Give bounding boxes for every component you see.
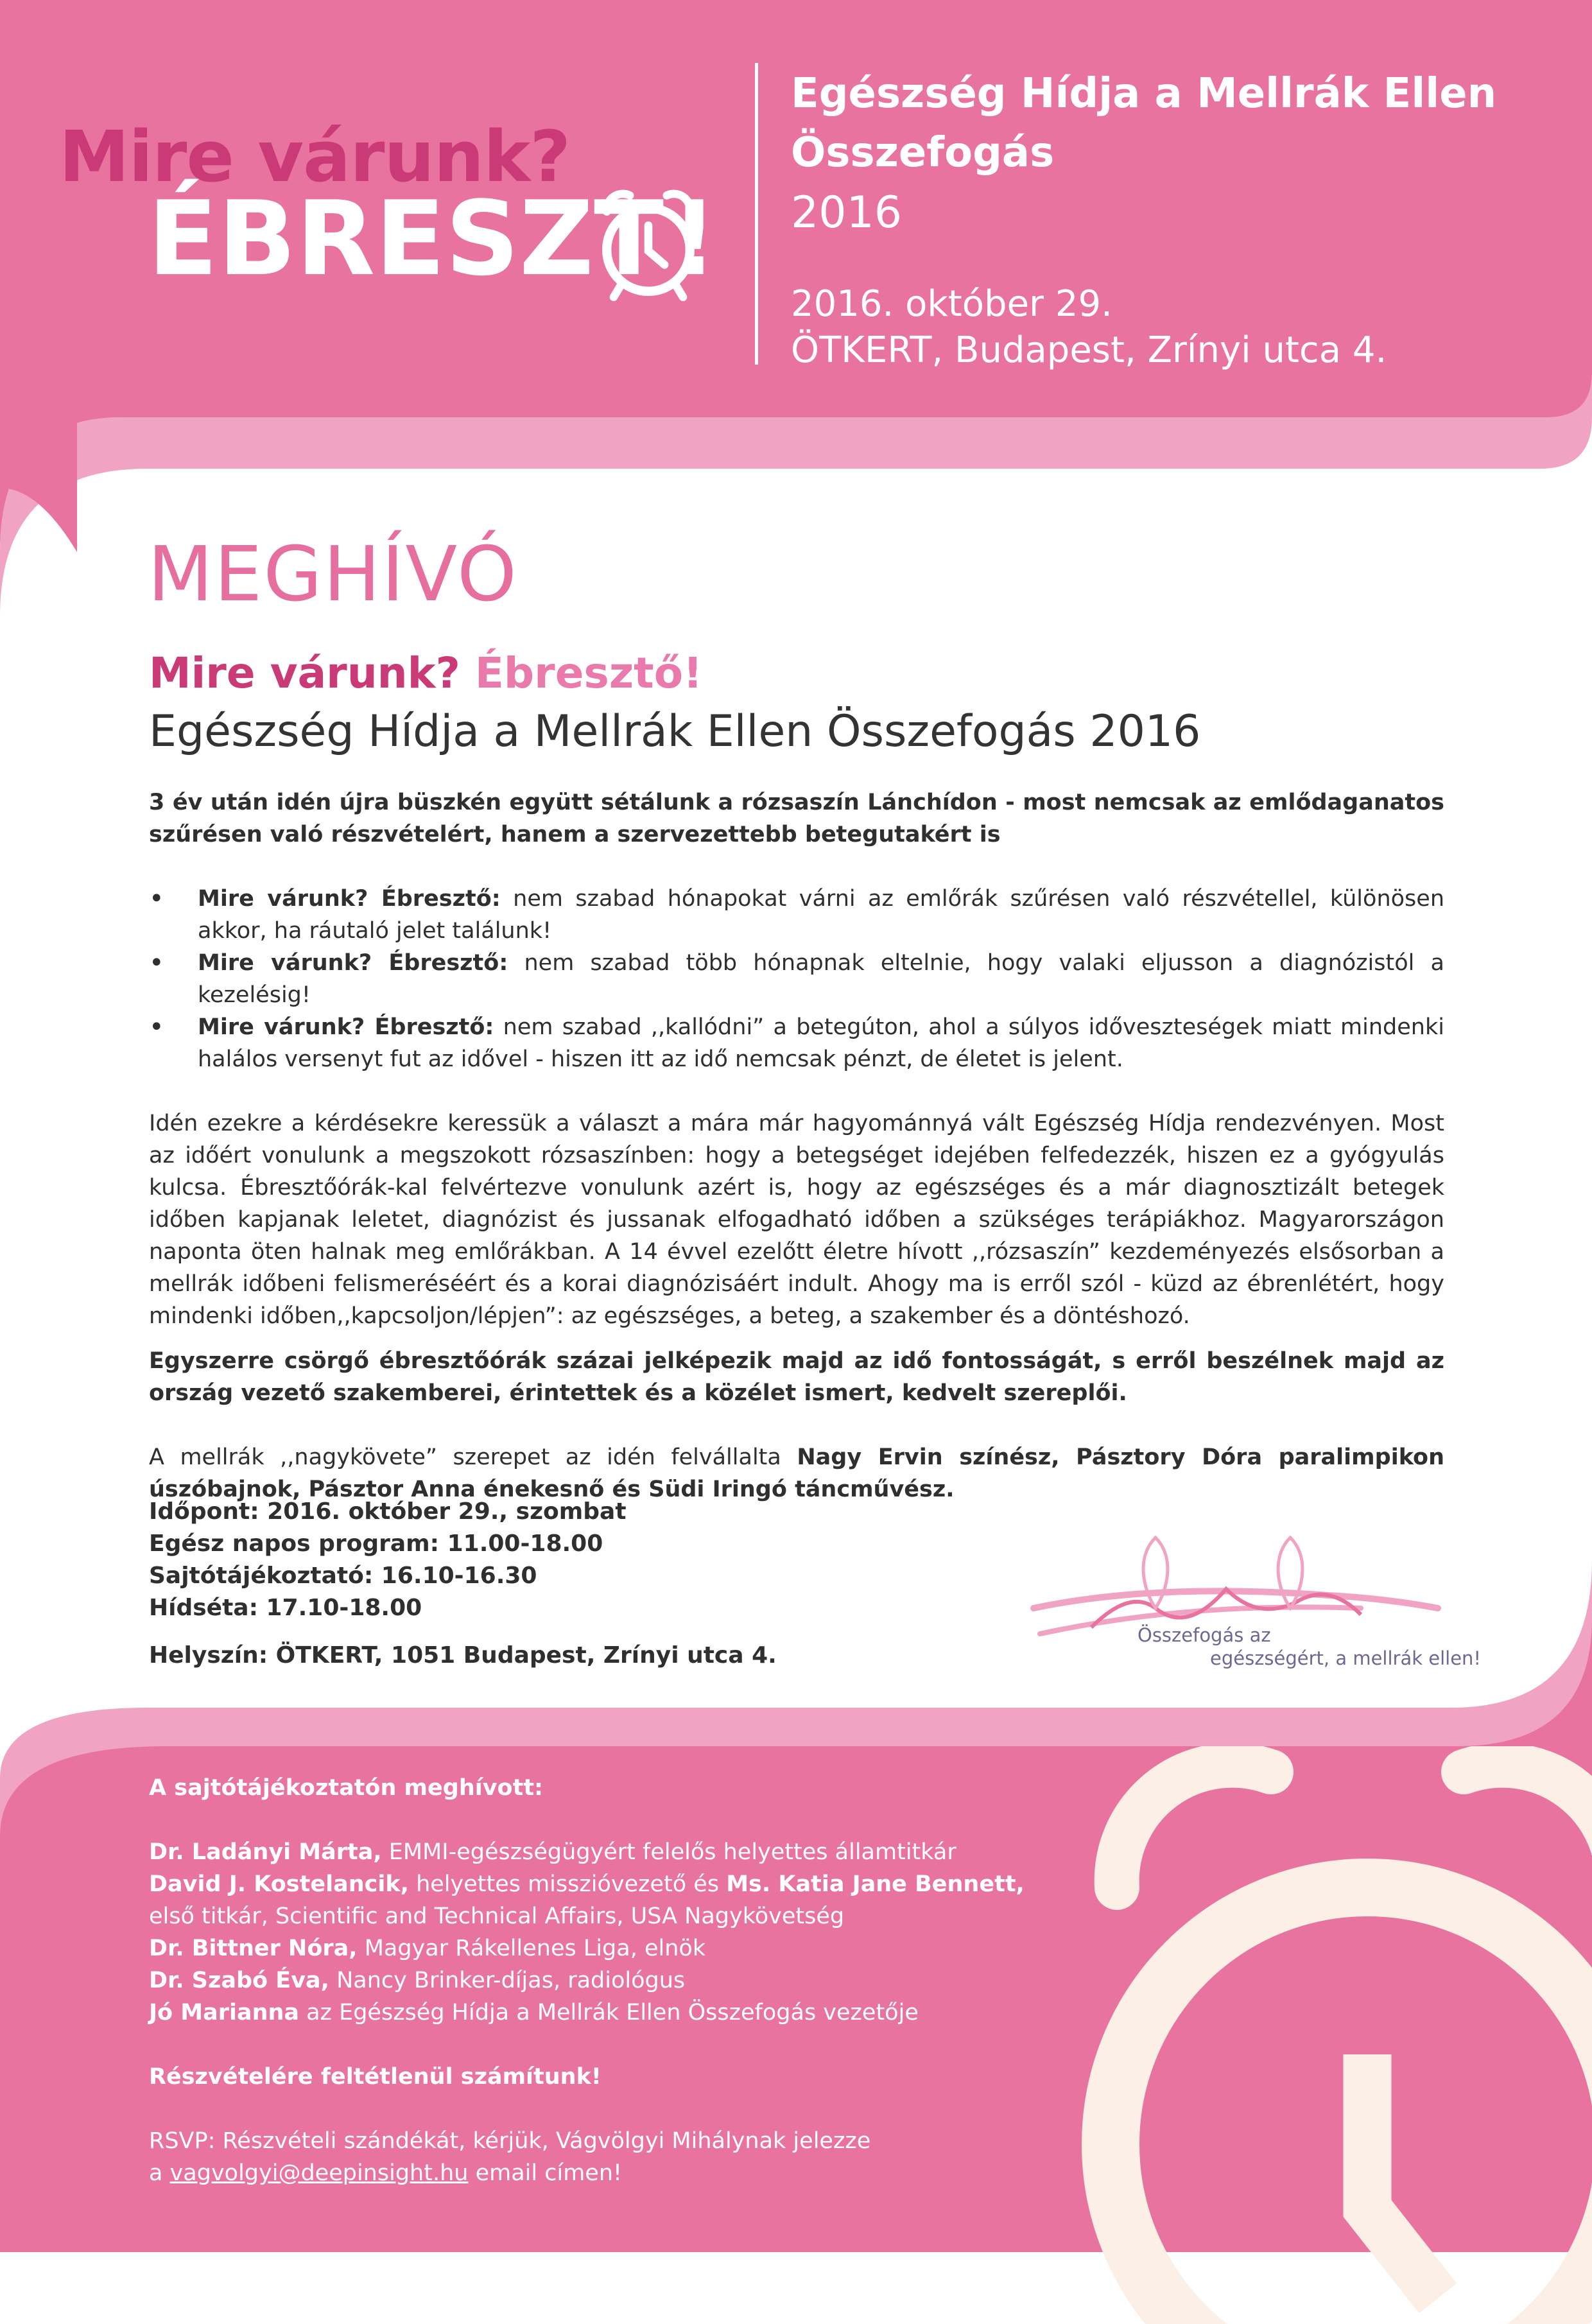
- rsvp-suffix: email címen!: [468, 2160, 623, 2186]
- header-title-exclamation: !: [671, 178, 718, 299]
- event-date: 2016. október 29.: [791, 283, 1112, 325]
- guest-role: helyettes misszióvezető és: [408, 1871, 727, 1897]
- guest-list: [149, 1836, 1048, 2029]
- invitation-heading: MEGHÍVÓ: [148, 530, 518, 618]
- guest-name: Dr. Ladányi Márta,: [149, 1839, 382, 1865]
- subtitle-part2: Ébresztő!: [474, 648, 703, 698]
- guest-role: Magyar Rákellenes Liga, elnök: [357, 1936, 706, 1961]
- alarm-clock-icon: [1078, 1746, 1592, 2324]
- guest-name: David J. Kostelancik,: [149, 1871, 409, 1897]
- guest-name: Dr. Bittner Nóra,: [149, 1936, 358, 1961]
- footer-section: [149, 1772, 1048, 2189]
- ambassador-names: Nagy Ervin színész, Pásztory Dóra paralimpikon úszóbajnok, Pásztor Anna énekesnő és Südi Iringó táncművész.: [149, 1444, 1444, 1502]
- subtitle-part1: Mire várunk?: [149, 648, 460, 698]
- guest-role: az Egészség Hídja a Mellrák Ellen Összefogás vezetője: [299, 2000, 919, 2025]
- invitation-subtitle: [149, 648, 702, 698]
- header-title-line2: ÉBRESZT: [148, 178, 664, 299]
- bullet-strong: Mire várunk? Ébresztő:: [198, 886, 501, 912]
- list-item: [149, 1964, 1048, 1997]
- bullet-text: nem szabad ,,kallódni” a betegúton, ahol a súlyos időveszteségek miatt mindenki halálos versenyt fut az idővel - hiszen itt az idő nemcsak pénzt, de életet is jelent.: [198, 1014, 1444, 1072]
- body-paragraph-2: Egyszerre csörgő ébresztőórák százai jelképezik majd az idő fontosságát, s erről beszélnek majd az ország vezető szakemberei, érintettek és a közélet ismert, kedvelt szereplői.: [149, 1348, 1444, 1406]
- invitation-subtitle-line2: Egészség Hídja a Mellrák Ellen Összefogás 2016: [149, 706, 1201, 757]
- closing-line: Részvételére feltétlenül számítunk!: [149, 2064, 601, 2090]
- bullet-list: [149, 883, 1444, 1075]
- header-event-info: [791, 64, 1561, 374]
- list-item: [149, 1868, 1048, 1900]
- invitation-content: [149, 786, 1444, 1505]
- event-year: 2016: [791, 187, 903, 238]
- guest-role-2: első titkár, Scientific and Technical Affairs, USA Nagykövetség: [149, 1903, 845, 1929]
- guest-role: Nancy Brinker-díjas, radiológus: [329, 1968, 686, 1993]
- list-item: [149, 1836, 1048, 1868]
- detail-program: Egész napos program: 11.00-18.00: [149, 1531, 603, 1557]
- invited-heading: A sajtótájékoztatón meghívott:: [149, 1775, 544, 1801]
- rsvp-email-link[interactable]: vagvolgyi@deepinsight.hu: [169, 2160, 469, 2186]
- rsvp-line2: [149, 2157, 1048, 2189]
- event-details: [149, 1496, 777, 1672]
- bullet-strong: Mire várunk? Ébresztő:: [198, 1014, 494, 1040]
- bullet-text: nem szabad több hónapnak eltelnie, hogy valaki eljusson a diagnózistól a kezelésig!: [198, 950, 1444, 1008]
- list-item: [149, 1011, 1444, 1075]
- guest-name-2: Ms. Katia Jane Bennett,: [726, 1871, 1025, 1897]
- logo-text-line2: egészségért, a mellrák ellen!: [1210, 1647, 1482, 1669]
- event-title-line2: Összefogás: [791, 129, 1055, 177]
- list-item: [149, 883, 1444, 947]
- guest-name: Dr. Szabó Éva,: [149, 1968, 329, 1993]
- event-place: ÖTKERT, Budapest, Zrínyi utca 4.: [791, 329, 1387, 371]
- detail-press: Sajtótájékoztató: 16.10-16.30: [149, 1563, 537, 1589]
- lead-paragraph: 3 év után idén újra büszkén együtt sétálunk a rózsaszín Lánchídon - most nemcsak az emlődaganatos szűrésen való részvételért, hanem a szervezettebb betegutakért is: [149, 790, 1444, 847]
- list-item: [149, 1997, 1048, 2029]
- guest-name: Jó Marianna: [149, 2000, 300, 2025]
- header-title-line1: Mire várunk?: [59, 116, 571, 198]
- list-item: [149, 947, 1444, 1011]
- detail-time: Időpont: 2016. október 29., szombat: [149, 1498, 627, 1525]
- header-divider: [755, 63, 758, 365]
- logo-text-line1: Összefogás az: [1138, 1624, 1271, 1646]
- ambassador-intro: A mellrák ,,nagykövete” szerepet az idén felvállalta: [149, 1444, 797, 1470]
- guest-role: EMMI-egészségügyért felelős helyettes államtitkár: [381, 1839, 956, 1865]
- body-paragraph-1: Idén ezekre a kérdésekre keressük a választ a mára már hagyománnyá vált Egészség Hídja rendezvényen. Most az időért vonulunk a megszokott rózsaszínben: hogy a betegséget idejében felfedezzék, hiszen ez a gyógyulás kulcsa. Ébresztőórák-kal felvértezve vonulunk azért is, hogy az egészséges és a már diagnosztizált betegek időben kapjanak leletet, diagnózist és jussanak elfogadható időben a szükséges terápiákhoz. Magyarországon naponta öten halnak meg emlőrákban. A 14 évvel ezelőtt életre hívott ,,rózsaszín” kezdeményezés elsősorban a mellrák időbeni felismeréséért és a korai diagnózisáért indult. Ahogy ma is erről szól - küzd az ébrenlétért, hogy mindenki időben,,kapcsoljon/lépjen”: az egészséges, a beteg, a szakember és a döntéshozó.: [149, 1111, 1444, 1329]
- rsvp-line1: RSVP: Részvételi szándékát, kérjük, Vágvölgyi Mihálynak jelezze: [149, 2128, 871, 2154]
- rsvp-prefix: a: [149, 2160, 170, 2186]
- detail-venue: Helyszín: ÖTKERT, 1051 Budapest, Zrínyi utca 4.: [149, 1642, 777, 1669]
- bullet-text: nem szabad hónapokat várni az emlőrák szűrésen való részvétellel, különösen akkor, ha ráutaló jelet találunk!: [198, 886, 1444, 944]
- list-item: [149, 1932, 1048, 1964]
- event-title-line1: Egészség Hídja a Mellrák Ellen: [791, 70, 1497, 117]
- bullet-strong: Mire várunk? Ébresztő:: [198, 950, 508, 976]
- detail-walk: Hídséta: 17.10-18.00: [149, 1595, 422, 1621]
- list-item: [149, 1900, 1048, 1932]
